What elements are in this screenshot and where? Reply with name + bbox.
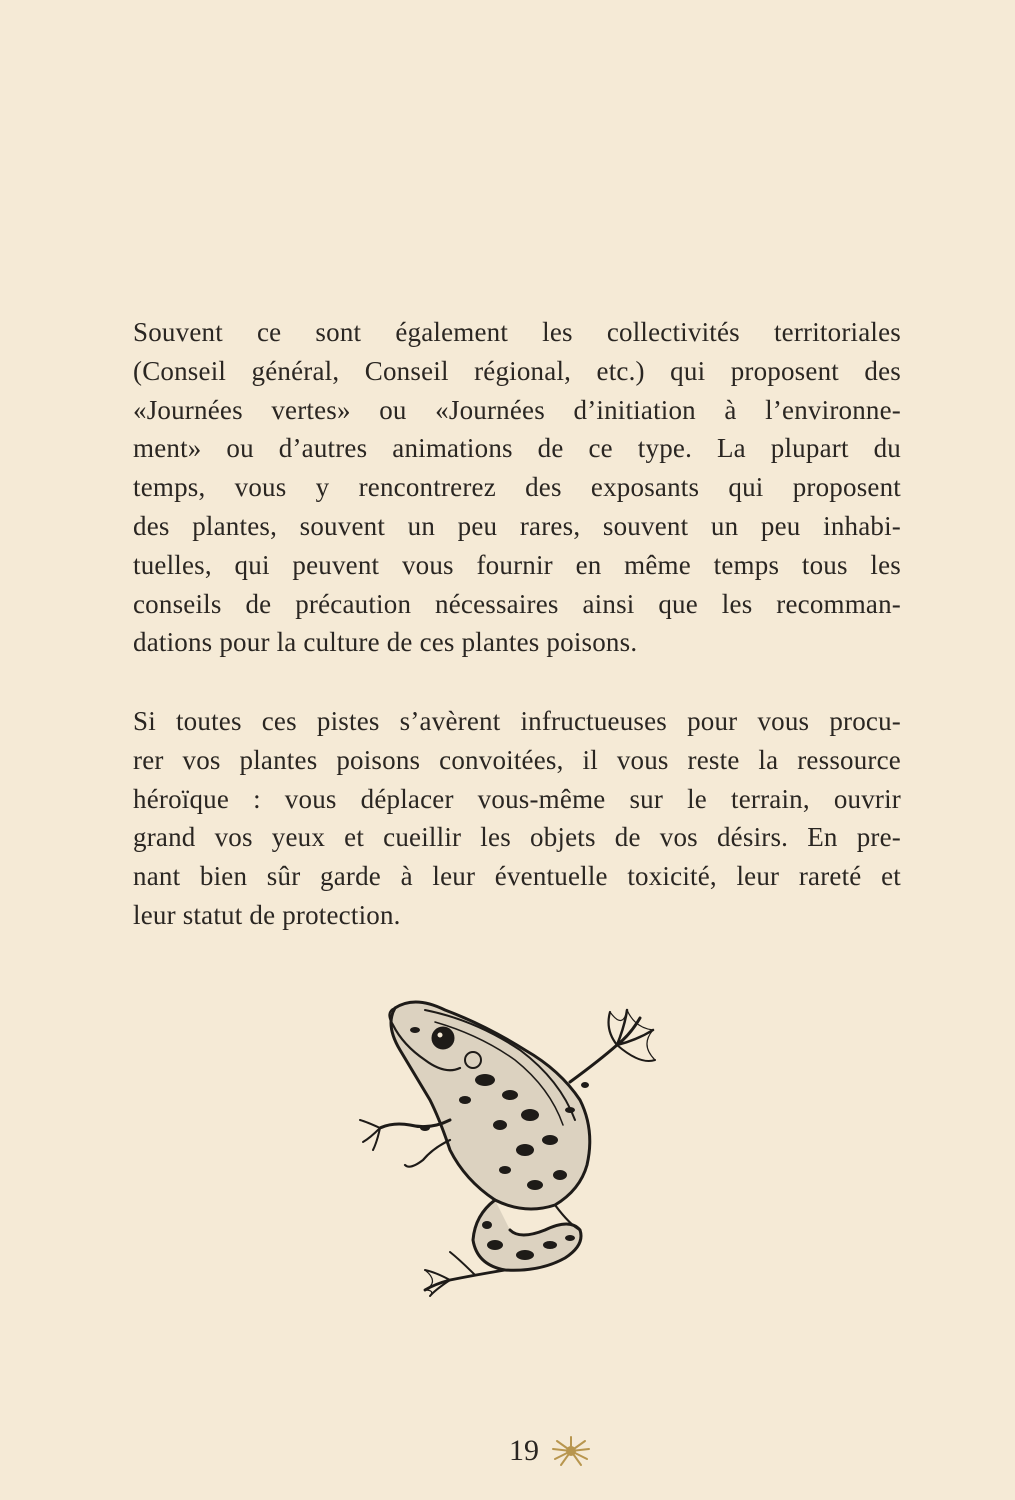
paragraph-line: «Journées vertes» ou «Journées d’initiation à l’environne-: [133, 394, 901, 425]
paragraph-line: tuelles, qui peuvent vous fournir en même temps tous les: [133, 549, 901, 580]
page-footer: [0, 1433, 1015, 1473]
paragraph-line: Si toutes ces pistes s’avèrent infructueuses pour vous procu-: [133, 706, 901, 736]
paragraph-line: ment» ou d’autres animations de ce type. La plupart du: [133, 433, 901, 464]
paragraph-line: leur statut de protection.: [133, 899, 401, 930]
paragraph-line: conseils de précaution nécessaires ainsi que les recomman-: [133, 588, 901, 619]
page-number: 19: [509, 1434, 539, 1467]
paragraph-2: [133, 702, 901, 935]
frog-illustration: [355, 990, 690, 1300]
spider-icon: [549, 1435, 593, 1467]
paragraph-line: nant bien sûr garde à leur éventuelle toxicité, leur rareté et: [133, 861, 901, 892]
paragraph-line: Souvent ce sont également les collectivités territoriales: [133, 317, 901, 347]
paragraph-line: grand vos yeux et cueillir les objets de vos désirs. En pre-: [133, 822, 901, 853]
paragraph-line: dations pour la culture de ces plantes poisons.: [133, 627, 638, 658]
paragraph-line: (Conseil général, Conseil régional, etc.) qui proposent des: [133, 355, 901, 386]
paragraph-1: [133, 313, 901, 662]
paragraph-line: temps, vous y rencontrerez des exposants qui proposent: [133, 472, 901, 503]
paragraph-line: rer vos plantes poisons convoitées, il vous reste la ressource: [133, 744, 901, 775]
paragraph-line: héroïque : vous déplacer vous-même sur le terrain, ouvrir: [133, 783, 901, 814]
paragraph-line: des plantes, souvent un peu rares, souvent un peu inhabi-: [133, 510, 901, 541]
